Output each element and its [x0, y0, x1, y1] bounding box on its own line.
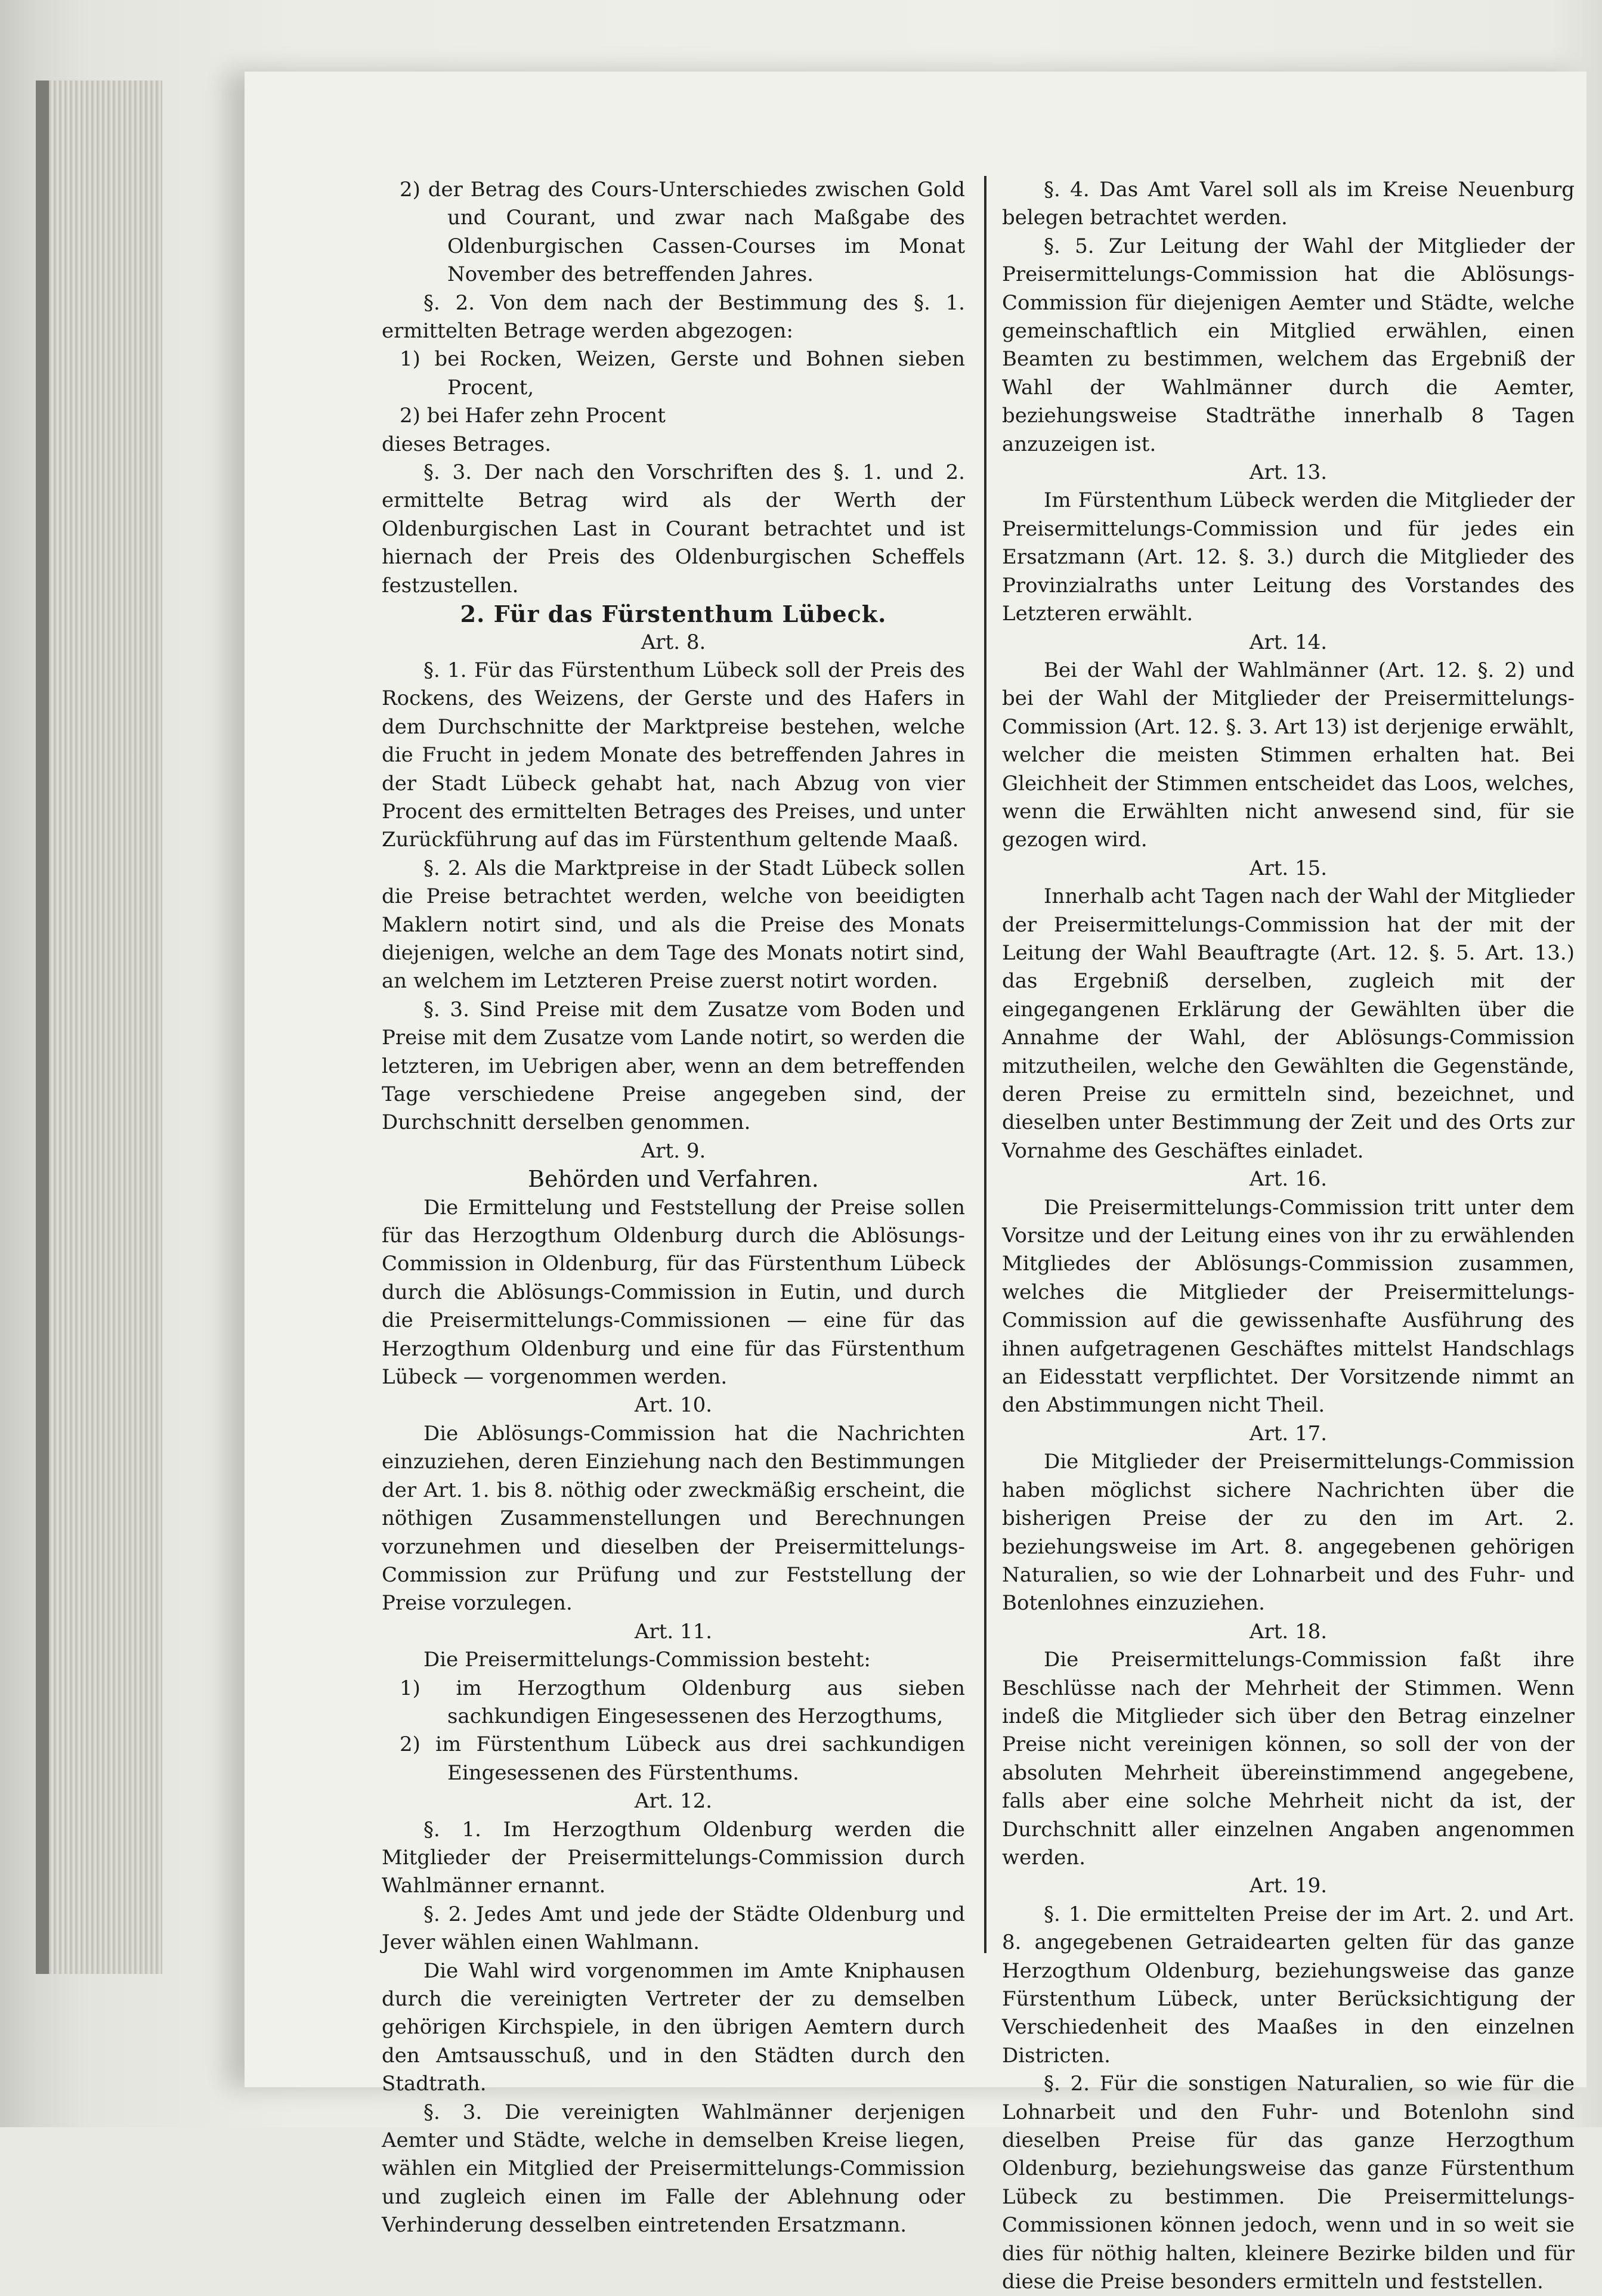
article-number: Art. 19. — [1249, 1874, 1328, 1898]
article-number: Art. 8. — [641, 630, 706, 654]
list-item: 1) bei Rocken, Weizen, Gerste und Bohnen sieben Procent, — [400, 347, 965, 400]
right-text-column — [1002, 176, 1575, 2296]
paragraph: §. 5. Zur Leitung der Wahl der Mitglieder der Preisermittelungs-Commission hat die Ablösungs-Commission für diejenigen Aemter und Städte, welche gemeinschaftlich ein Mitglied erwählen, einen Beamten zu bestimmen, welchem das Ergebniß der Wahl der Wahlmänner durch die Aemter, beziehungsweise Stadträthe innerhalb 8 Tagen anzuzeigen ist. — [1002, 234, 1575, 456]
article-number: Art. 18. — [1249, 1619, 1328, 1644]
paragraph: §. 1. Die ermittelten Preise der im Art. 2. und Art. 8. angegebenen Getraidearten gelten für das ganze Herzogthum Oldenburg, beziehungsweise das ganze Fürstenthum Lübeck, unter Berücksichtigung der Verschiedenheit des Maaßes in den einzelnen Districten. — [1002, 1902, 1575, 2068]
article-number: Art. 17. — [1249, 1421, 1328, 1446]
paragraph: Die Ablösungs-Commission hat die Nachrichten einzuziehen, deren Einziehung nach den Bestimmungen der Art. 1. bis 8. nöthig oder zweckmäßig erscheint, die nöthigen Zusammenstellungen und Berechnungen vorzunehmen und dieselben der Preisermittelungs-Commission zur Prüfung und zur Feststellung der Preise vorzulegen. — [382, 1421, 965, 1616]
book-page-edges — [36, 81, 162, 1974]
paragraph: §. 2. Als die Marktpreise in der Stadt Lübeck sollen die Preise betrachtet werden, welche von beeidigten Maklern notirt sind, und als die Preise des Monats diejenigen, welche an dem Tage des Monats notirt sind, an welchem im Letzteren Preise zuerst notirt worden. — [382, 856, 965, 994]
column-divider — [984, 176, 986, 1953]
article-number: Art. 10. — [634, 1393, 713, 1418]
article-number: Art. 16. — [1249, 1167, 1328, 1192]
paragraph: Die Preisermittelungs-Commission faßt ihre Beschlüsse nach der Mehrheit der Stimmen. Wenn indeß die Mitglieder sich über den Betrag einzelner Preise nicht vereinigen können, so soll der von der absoluten Mehrheit übereinstimmend angegebene, falls aber eine solche Mehrheit nicht da ist, der Durchschnitt aller einzelnen Angaben angenommen werden. — [1002, 1648, 1575, 1870]
paragraph: §. 4. Das Amt Varel soll als im Kreise Neuenburg belegen betrachtet werden. — [1002, 178, 1575, 230]
paragraph: §. 2. Von dem nach der Bestimmung des §. 1. ermittelten Betrage werden abgezogen: — [382, 290, 965, 344]
paragraph: Die Ermittelung und Feststellung der Preise sollen für das Herzogthum Oldenburg durch die Ablösungs-Commission in Oldenburg, für das Fürstenthum Lübeck durch die Ablösungs-Commission in Eutin, und durch die Preisermittelungs-Commissionen — eine für das Herzogthum Oldenburg und eine für das Fürstenthum Lübeck — vorgenommen werden. — [382, 1195, 965, 1390]
paragraph: §. 2. Für die sonstigen Naturalien, so wie für die Lohnarbeit und den Fuhr- und Botenlohn sind dieselben Preise für das ganze Herzogthum Oldenburg, beziehungsweise das ganze Fürstenthum Lübeck zu bestimmen. Die Preisermittelungs-Commissionen können jedoch, wenn und in so weit sie dies für nöthig halten, kleinere Bezirke bilden und für diese die Preise besonders ermitteln und feststellen. — [1002, 2072, 1575, 2294]
paragraph: Bei der Wahl der Wahlmänner (Art. 12. §. 2) und bei der Wahl der Mitglieder der Preisermittelungs-Commission (Art. 12. §. 3. Art 13) ist derjenige erwählt, welcher die meisten Stimmen erhalten hat. Bei Gleichheit der Stimmen entscheidet das Loos, welches, wenn die Erwählten nicht anwesend sind, für sie gezogen wird. — [1002, 658, 1575, 852]
article-number: Art. 15. — [1249, 856, 1328, 880]
article-number: Art. 14. — [1249, 630, 1328, 654]
list-item: 1) im Herzogthum Oldenburg aus sieben sachkundigen Eingesessenen des Herzogthums, — [400, 1676, 965, 1728]
paragraph: §. 2. Jedes Amt und jede der Städte Oldenburg und Jever wählen einen Wahlmann. — [382, 1902, 965, 1955]
paragraph: Innerhalb acht Tagen nach der Wahl der Mitglieder der Preisermittelungs-Commission hat der mit der Leitung der Wahl Beauftragte (Art. 12. §. 5. Art. 13.) das Ergebniß derselben, zugleich mit der eingegangenen Erklärung der Gewählten über die Annahme der Wahl, der Ablösungs-Commission mitzutheilen, welche den Gewählten die Gegenstände, deren Preise zu ermitteln sind, bezeichnet, und dieselben unter Bestimmung der Zeit und des Orts zur Vornahme des Geschäftes einladet. — [1002, 884, 1575, 1163]
paragraph: Die Preisermittelungs-Commission besteht: — [423, 1648, 871, 1672]
subsection-heading: Behörden und Verfahren. — [528, 1166, 819, 1193]
list-item: 2) bei Hafer zehn Procent — [400, 404, 666, 428]
paragraph: Im Fürstenthum Lübeck werden die Mitglieder der Preisermittelungs-Commission und für jedes ein Ersatzmann (Art. 12. §. 3.) durch die Mitglieder des Provinzialraths unter Leitung des Vorstandes des Letzteren erwählt. — [1002, 488, 1575, 626]
section-heading: 2. Für das Fürstenthum Lübeck. — [460, 601, 887, 628]
article-number: Art. 13. — [1249, 460, 1328, 485]
left-text-column — [382, 176, 965, 2240]
paragraph: Die Mitglieder der Preisermittelungs-Commission haben möglichst sichere Nachrichten über die bisherigen Preise der zu den im Art. 2. beziehungsweise im Art. 8. angegebenen gehörigen Naturalien, so wie der Lohnarbeit und des Fuhr- und Botenlohnes einzuziehen. — [1002, 1450, 1575, 1616]
paragraph: Die Preisermittelungs-Commission tritt unter dem Vorsitze und der Leitung eines von ihr zu erwählenden Mitgliedes der Ablösungs-Commission zusammen, welches die Mitglieder der Preisermittelungs-Commission auf die gewissenhafte Ausführung des ihnen aufgetragenen Geschäftes mittelst Handschlags an Eidesstatt verpflichtet. Der Vorsitzende nimmt an den Abstimmungen nicht Theil. — [1002, 1195, 1575, 1418]
article-number: Art. 11. — [634, 1619, 713, 1644]
paragraph: Die Wahl wird vorgenommen im Amte Kniphausen durch die vereinigten Vertreter der zu demselben gehörigen Kirchspiele, in den übrigen Aemtern durch den Amtsausschuß, und in den Städten durch den Stadtrath. — [382, 1958, 965, 2096]
paragraph: §. 3. Der nach den Vorschriften des §. 1. und 2. ermittelte Betrag wird als der Werth der Oldenburgischen Last in Courant betrachtet und ist hiernach der Preis des Oldenburgischen Scheffels festzustellen. — [382, 460, 965, 598]
article-number: Art. 12. — [634, 1789, 713, 1814]
list-item: 2) im Fürstenthum Lübeck aus drei sachkundigen Eingesessenen des Fürstenthums. — [400, 1732, 965, 1785]
paragraph: dieses Betrages. — [382, 432, 552, 456]
list-item: 2) der Betrag des Cours-Unterschiedes zwischen Gold und Courant, und zwar nach Maßgabe des Oldenburgischen Cassen-Courses im Monat November des betreffenden Jahres. — [400, 178, 965, 287]
paragraph: §. 1. Für das Fürstenthum Lübeck soll der Preis des Rockens, des Weizens, der Gerste und des Hafers in dem Durchschnitte der Marktpreise bestehen, welche die Frucht in jedem Monate des betreffenden Jahres in der Stadt Lübeck gehabt hat, nach Abzug von vier Procent des ermittelten Betrages des Preises, und unter Zurückführung auf das im Fürstenthum geltende Maaß. — [382, 658, 965, 852]
article-number: Art. 9. — [641, 1138, 706, 1163]
paragraph: §. 3. Sind Preise mit dem Zusatze vom Boden und Preise mit dem Zusatze vom Lande notirt, so werden die letzteren, im Uebrigen aber, wenn an dem betreffenden Tage verschiedene Preise angegeben sind, der Durchschnitt derselben genommen. — [382, 997, 965, 1135]
paragraph: §. 1. Im Herzogthum Oldenburg werden die Mitglieder der Preisermittelungs-Commission durch Wahlmänner ernannt. — [382, 1817, 965, 1898]
paragraph: §. 3. Die vereinigten Wahlmänner derjenigen Aemter und Städte, welche in demselben Kreise liegen, wählen ein Mitglied der Preisermittelungs-Commission und zugleich einen im Falle der Ablehnung oder Verhinderung desselben eintretenden Ersatzmann. — [382, 2100, 965, 2238]
